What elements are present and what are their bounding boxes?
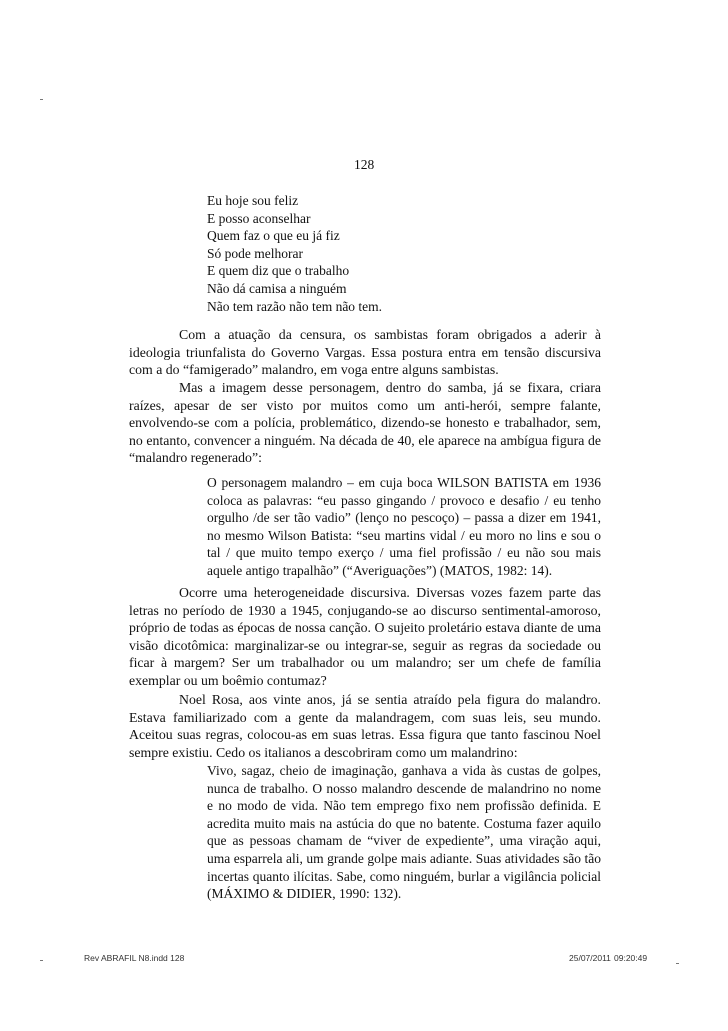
block-quote: O personagem malandro – em cuja boca WILSON BATISTA em 1936 coloca as palavras: “eu passo gingando / provoco e desafio / eu tenho orgulho /de ser tão vadio” (lenço no pescoço) – passa a dizer em 1941, no mesmo Wilson Batista: “seu martins vidal / eu moro no lins e sou o tal / que muito tempo exerço / uma fiel profissão / eu não sou mais aquele antigo trapalhão” (“Averiguações”) (MATOS, 1982: 14).	[207, 475, 601, 578]
poem-line: E quem diz que o trabalho	[207, 263, 350, 279]
body-paragraph: Noel Rosa, aos vinte anos, já se sentia atraído pela figura do malandro. Estava familiarizado com a gente da malandragem, com suas leis, seu mundo. Aceitou suas regras, colocou-as em suas letras. Essa figura que tanto fascinou Noel sempre existiu. Cedo os italianos a descobriram como um malandrino:	[129, 692, 601, 760]
poem-line: E posso aconselhar	[207, 210, 311, 226]
crop-mark	[40, 99, 43, 100]
block-quote: Vivo, sagaz, cheio de imaginação, ganhava a vida às custas de golpes, nunca de trabalho. O nosso malandro descende de malandrino no nome e no modo de vida. Não tem emprego fixo nem profissão definida. E acredita muito mais na astúcia do que no batente. Costuma fazer aquilo que as pessoas chamam de “viver de expediente”, uma viração aqui, uma esparrela ali, um grande golpe mais adiante. Suas atividades são tão incertas quanto ilícitas. Sabe, como ninguém, burlar a vigilância policial (MÁXIMO & DIDIER, 1990: 132).	[207, 763, 601, 902]
body-paragraph: Mas a imagem desse personagem, dentro do samba, já se fixara, criara raízes, apesar de ser visto por muitos como um anti-herói, sempre falante, envolvendo-se com a polícia, problemático, dizendo-se honesto e trabalhador, sem, no entanto, convencer a ninguém. Na década de 40, ele aparece na ambígua figura de “malandro regenerado”:	[129, 380, 601, 466]
poem-line: Quem faz o que eu já fiz	[207, 228, 340, 244]
footer-filename: Rev ABRAFIL N8.indd 128	[84, 953, 185, 963]
body-paragraph: Ocorre uma heterogeneidade discursiva. Diversas vozes fazem parte das letras no período de 1930 a 1945, conjugando-se ao discurso sentimental-amoroso, próprio de todas as épocas de nossa canção. O sujeito proletário estava diante de uma visão dicotômica: marginalizar-se ou integrar-se, seguir as regras da sociedade ou ficar à margem? Ser um trabalhador ou um malandro; ser um chefe de família exemplar ou um boêmio contumaz?	[129, 585, 601, 688]
crop-mark	[40, 960, 43, 961]
footer-time: 09:20:49	[614, 953, 648, 963]
page-number: 128	[354, 157, 375, 172]
poem-line: Não dá camisa a ninguém	[207, 280, 347, 296]
body-paragraph: Com a atuação da censura, os sambistas foram obrigados a aderir à ideologia triunfalista do Governo Vargas. Essa postura entra em tensão discursiva com a do “famigerado” malandro, em voga entre alguns sambistas.	[129, 327, 601, 378]
poem-line: Não tem razão não tem não tem.	[207, 298, 383, 314]
crop-mark	[676, 963, 679, 964]
poem-line: Só pode melhorar	[207, 245, 303, 261]
poem-line: Eu hoje sou feliz	[207, 193, 299, 208]
footer-date: 25/07/2011	[569, 953, 611, 963]
poem-stanza	[207, 192, 382, 315]
